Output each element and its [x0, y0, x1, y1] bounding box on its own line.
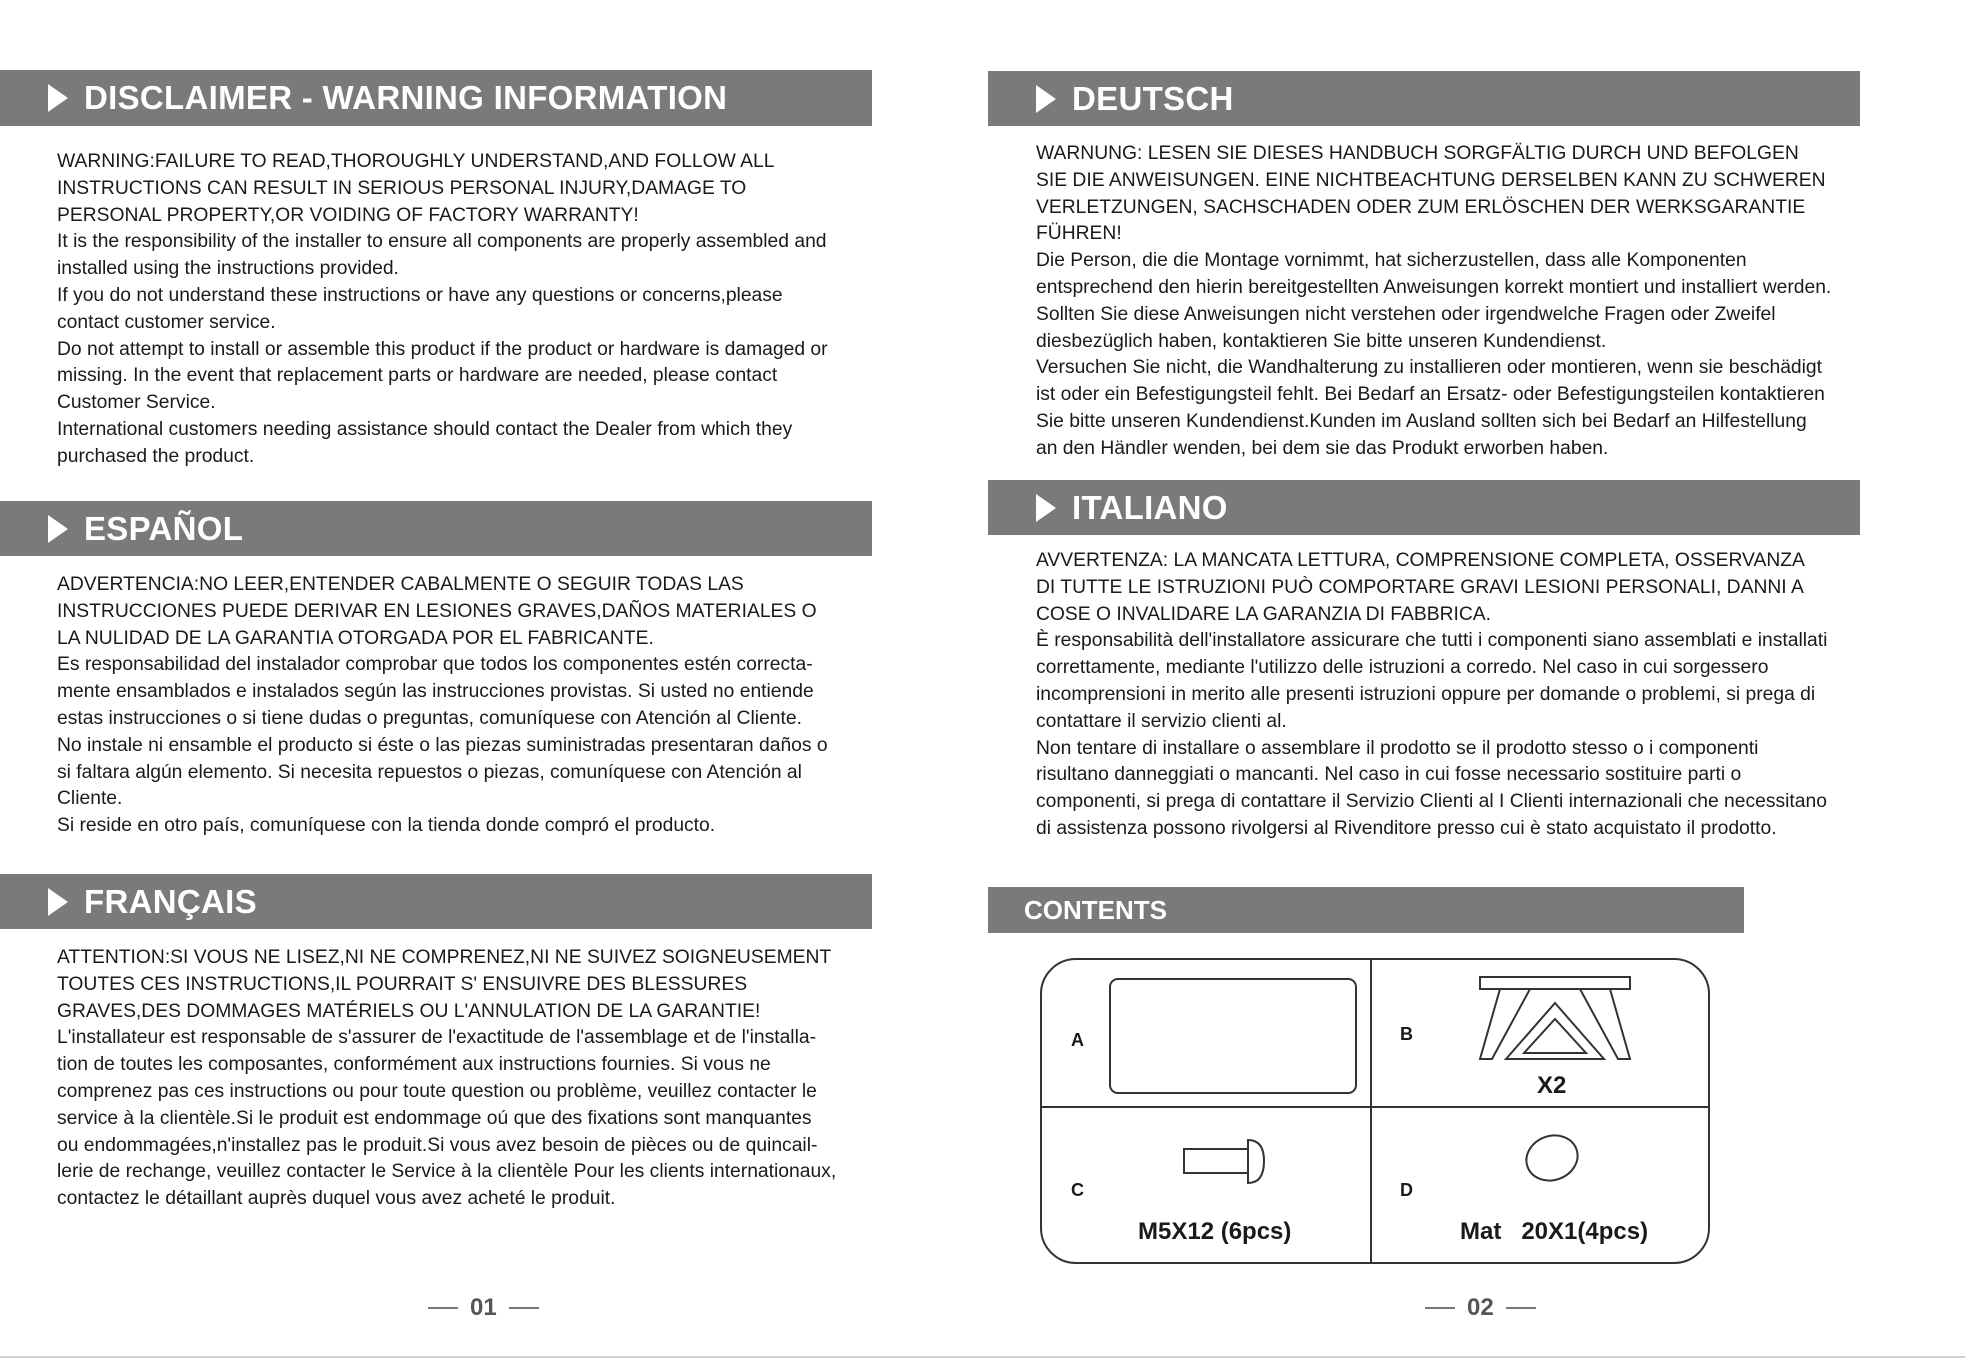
dash-decoration: [1425, 1307, 1455, 1309]
text-line: It is the responsibility of the installer to ensure all components are properly assembled and: [57, 231, 827, 253]
text-line: ist oder ein Befestigungsteil fehlt. Bei Bedarf an Ersatz- oder Befestigungsteilen kontaktieren: [1036, 384, 1825, 406]
section-title: ITALIANO: [1072, 488, 1228, 526]
text-line: COSE O INVALIDARE LA GARANZIA DI FABBRICA.: [1036, 603, 1492, 625]
text-line: service à la clientèle.Si le produit est endommage oú que des fixations sont manquantes: [57, 1107, 812, 1129]
page-number: 02: [1467, 1294, 1494, 1321]
section-header-contents: [988, 887, 1744, 933]
text-line: missing. In the event that replacement parts or hardware are needed, please contact: [57, 365, 778, 387]
text-line: ou endommagées,n'installez pas le produit.Si vous avez besoin de pièces ou de quincail-: [57, 1134, 818, 1156]
text-line: INSTRUCCIONES PUEDE DERIVAR EN LESIONES GRAVES,DAÑOS MATERIALES O: [57, 600, 817, 622]
text-line: L'installateur est responsable de s'assurer de l'exactitude de l'assemblage et de l'installa-: [57, 1027, 817, 1049]
text-line: ADVERTENCIA:NO LEER,ENTENDER CABALMENTE O SEGUIR TODAS LAS: [57, 574, 744, 595]
item-letter-a: A: [1071, 1030, 1084, 1050]
text-line: WARNING:FAILURE TO READ,THOROUGHLY UNDERSTAND,AND FOLLOW ALL: [57, 151, 775, 172]
text-line: contact customer service.: [57, 311, 276, 333]
text-line: contactez le détaillant auprès duquel vous avez acheté le produit.: [57, 1188, 616, 1210]
triangle-bullet-icon: [48, 515, 68, 543]
text-line: componenti, si prega di contattare il Servizio Clienti al I Clienti internazionali che necessitano: [1036, 791, 1827, 813]
triangle-bullet-icon: [1036, 85, 1056, 113]
triangle-bullet-icon: [1036, 494, 1056, 522]
section-header-italiano: [988, 480, 1860, 535]
mat-part-icon: [1522, 1132, 1582, 1184]
dash-decoration: [509, 1307, 539, 1309]
item-label-c: M5X12 (6pcs): [1138, 1218, 1292, 1245]
text-line: Do not attempt to install or assemble this product if the product or hardware is damaged or: [57, 338, 828, 360]
text-line: GRAVES,DES DOMMAGES MATÉRIELS OU L'ANNULATION DE LA GARANTIE!: [57, 1000, 761, 1022]
text-line: Versuchen Sie nicht, die Wandhalterung zu installieren oder montieren, wenn sie beschädigt: [1036, 357, 1823, 379]
text-line: È responsabilità dell'installatore assicurare che tutti i componenti siano assemblati e installati: [1036, 630, 1828, 652]
section-header-deutsch: [988, 71, 1860, 126]
item-label-b: X2: [1537, 1072, 1567, 1099]
text-line: risultano danneggiati o mancanti. Nel caso in cui fosse necessario sostituire parti o: [1036, 764, 1742, 786]
text-line: Sie bitte unseren Kundendienst.Kunden im Ausland sollten sich bei Bedarf an Hilfestellung: [1036, 410, 1807, 432]
text-line: Es responsabilidad del instalador comprobar que todos los componentes estén correcta-: [57, 654, 813, 676]
section-title: DEUTSCH: [1072, 79, 1234, 117]
section-header-disclaimer: [0, 70, 872, 126]
section-title: CONTENTS: [1024, 894, 1167, 925]
text-line: correttamente, mediante l'utilizzo delle istruzioni a corredo. Nel caso in cui sorgessero: [1036, 657, 1769, 679]
bolt-part-icon: [1182, 1136, 1266, 1188]
page-number: 01: [470, 1294, 497, 1321]
text-line: lerie de rechange, veuillez contacter le Service à la clientèle Pour les clients internationaux,: [57, 1161, 837, 1183]
triangle-bullet-icon: [48, 84, 68, 112]
text-line: If you do not understand these instructions or have any questions or concerns,please: [57, 284, 783, 306]
section-title: FRANÇAIS: [84, 882, 257, 920]
deutsch-body: [1036, 141, 1831, 463]
text-line: ATTENTION:SI VOUS NE LISEZ,NI NE COMPRENEZ,NI NE SUIVEZ SOIGNEUSEMENT: [57, 947, 832, 968]
text-line: purchased the product.: [57, 445, 255, 467]
text-line: FÜHREN!: [1036, 223, 1122, 245]
section-title: ESPAÑOL: [84, 509, 244, 547]
text-line: Sollten Sie diese Anweisungen nicht verstehen oder irgendwelche Fragen oder Zweifel: [1036, 303, 1776, 325]
text-line: Si reside en otro país, comuníquese con la tienda donde compró el producto.: [57, 815, 716, 837]
text-line: diesbezüglich haben, kontaktieren Sie bitte unseren Kundendienst.: [1036, 330, 1607, 352]
dash-decoration: [1506, 1307, 1536, 1309]
text-line: si faltara algún elemento. Si necesita repuestos o piezas, comuníquese con Atención al: [57, 761, 802, 783]
section-title: DISCLAIMER - WARNING INFORMATION: [84, 79, 728, 116]
text-line: TOUTES CES INSTRUCTIONS,IL POURRAIT S' ENSUIVRE DES BLESSURES: [57, 973, 748, 995]
text-line: LA NULIDAD DE LA GARANTIA OTORGADA POR EL FABRICANTE.: [57, 627, 654, 649]
text-line: an den Händler wenden, bei dem sie das Produkt erworben haben.: [1036, 437, 1609, 459]
bracket-part-icon: [1478, 975, 1632, 1067]
text-line: SIE DIE ANWEISUNGEN. EINE NICHTBEACHTUNG DERSELBEN KANN ZU SCHWEREN: [1036, 169, 1826, 191]
text-line: WARNUNG: LESEN SIE DIESES HANDBUCH SORGFÄLTIG DURCH UND BEFOLGEN: [1036, 143, 1799, 164]
text-line: installed using the instructions provided.: [57, 258, 399, 280]
section-header-espanol: [0, 501, 872, 556]
text-line: contattare il servizio clienti al.: [1036, 710, 1287, 732]
espanol-body: [57, 572, 828, 840]
text-line: AVVERTENZA: LA MANCATA LETTURA, COMPRENSIONE COMPLETA, OSSERVANZA: [1036, 550, 1805, 571]
item-letter-c: C: [1071, 1180, 1084, 1200]
wall-plate-part-icon: [1108, 976, 1358, 1096]
text-line: Die Person, die die Montage vornimmt, hat sicherzustellen, dass alle Komponenten: [1036, 250, 1747, 272]
text-line: comprenez pas ces instructions ou pour toute question ou problème, veuillez contacter le: [57, 1080, 817, 1102]
grid-divider-vertical: [1370, 958, 1372, 1264]
text-line: PERSONAL PROPERTY,OR VOIDING OF FACTORY WARRANTY!: [57, 204, 639, 226]
text-line: Cliente.: [57, 788, 123, 810]
text-line: incomprensioni in merito alle presenti istruzioni oppure per domande o problemi, si prega di: [1036, 683, 1816, 705]
text-line: VERLETZUNGEN, SACHSCHADEN ODER ZUM ERLÖSCHEN DER WERKSGARANTIE: [1036, 196, 1806, 218]
triangle-bullet-icon: [48, 888, 68, 916]
text-line: Non tentare di installare o assemblare il prodotto se il prodotto stesso o i componenti: [1036, 737, 1759, 759]
item-letter-b: B: [1400, 1024, 1413, 1044]
text-line: entsprechend den hierin bereitgestellten Anweisungen korrekt montiert und installiert werden.: [1036, 276, 1832, 298]
text-line: tion de toutes les composantes, conformément aux instructions fournies. Si vous ne: [57, 1054, 771, 1076]
section-header-francais: [0, 874, 872, 929]
francais-body: [57, 945, 836, 1213]
item-label-d: Mat 20X1(4pcs): [1460, 1218, 1649, 1245]
disclaimer-body: [57, 149, 828, 471]
item-letter-d: D: [1400, 1180, 1413, 1200]
dash-decoration: [428, 1307, 458, 1309]
bottom-rule: [0, 1356, 1965, 1358]
text-line: mente ensamblados e instalados según las instrucciones provistas. Si usted no entiende: [57, 681, 814, 703]
page-number-right: [1425, 1294, 1536, 1322]
italiano-body: [1036, 548, 1827, 843]
text-line: estas instrucciones o si tiene dudas o preguntas, comuníquese con Atención al Cliente.: [57, 707, 802, 729]
grid-divider-horizontal: [1040, 1106, 1710, 1108]
text-line: DI TUTTE LE ISTRUZIONI PUÒ COMPORTARE GRAVI LESIONI PERSONALI, DANNI A: [1036, 576, 1804, 598]
text-line: di assistenza possono rivolgersi al Rivenditore presso cui è stato acquistato il prodotto.: [1036, 817, 1777, 839]
text-line: International customers needing assistance should contact the Dealer from which they: [57, 418, 793, 440]
text-line: INSTRUCTIONS CAN RESULT IN SERIOUS PERSONAL INJURY,DAMAGE TO: [57, 177, 747, 199]
text-line: No instale ni ensamble el producto si éste o las piezas suministradas presentaran daños o: [57, 734, 828, 756]
text-line: Customer Service.: [57, 392, 216, 414]
page-number-left: [428, 1294, 539, 1322]
